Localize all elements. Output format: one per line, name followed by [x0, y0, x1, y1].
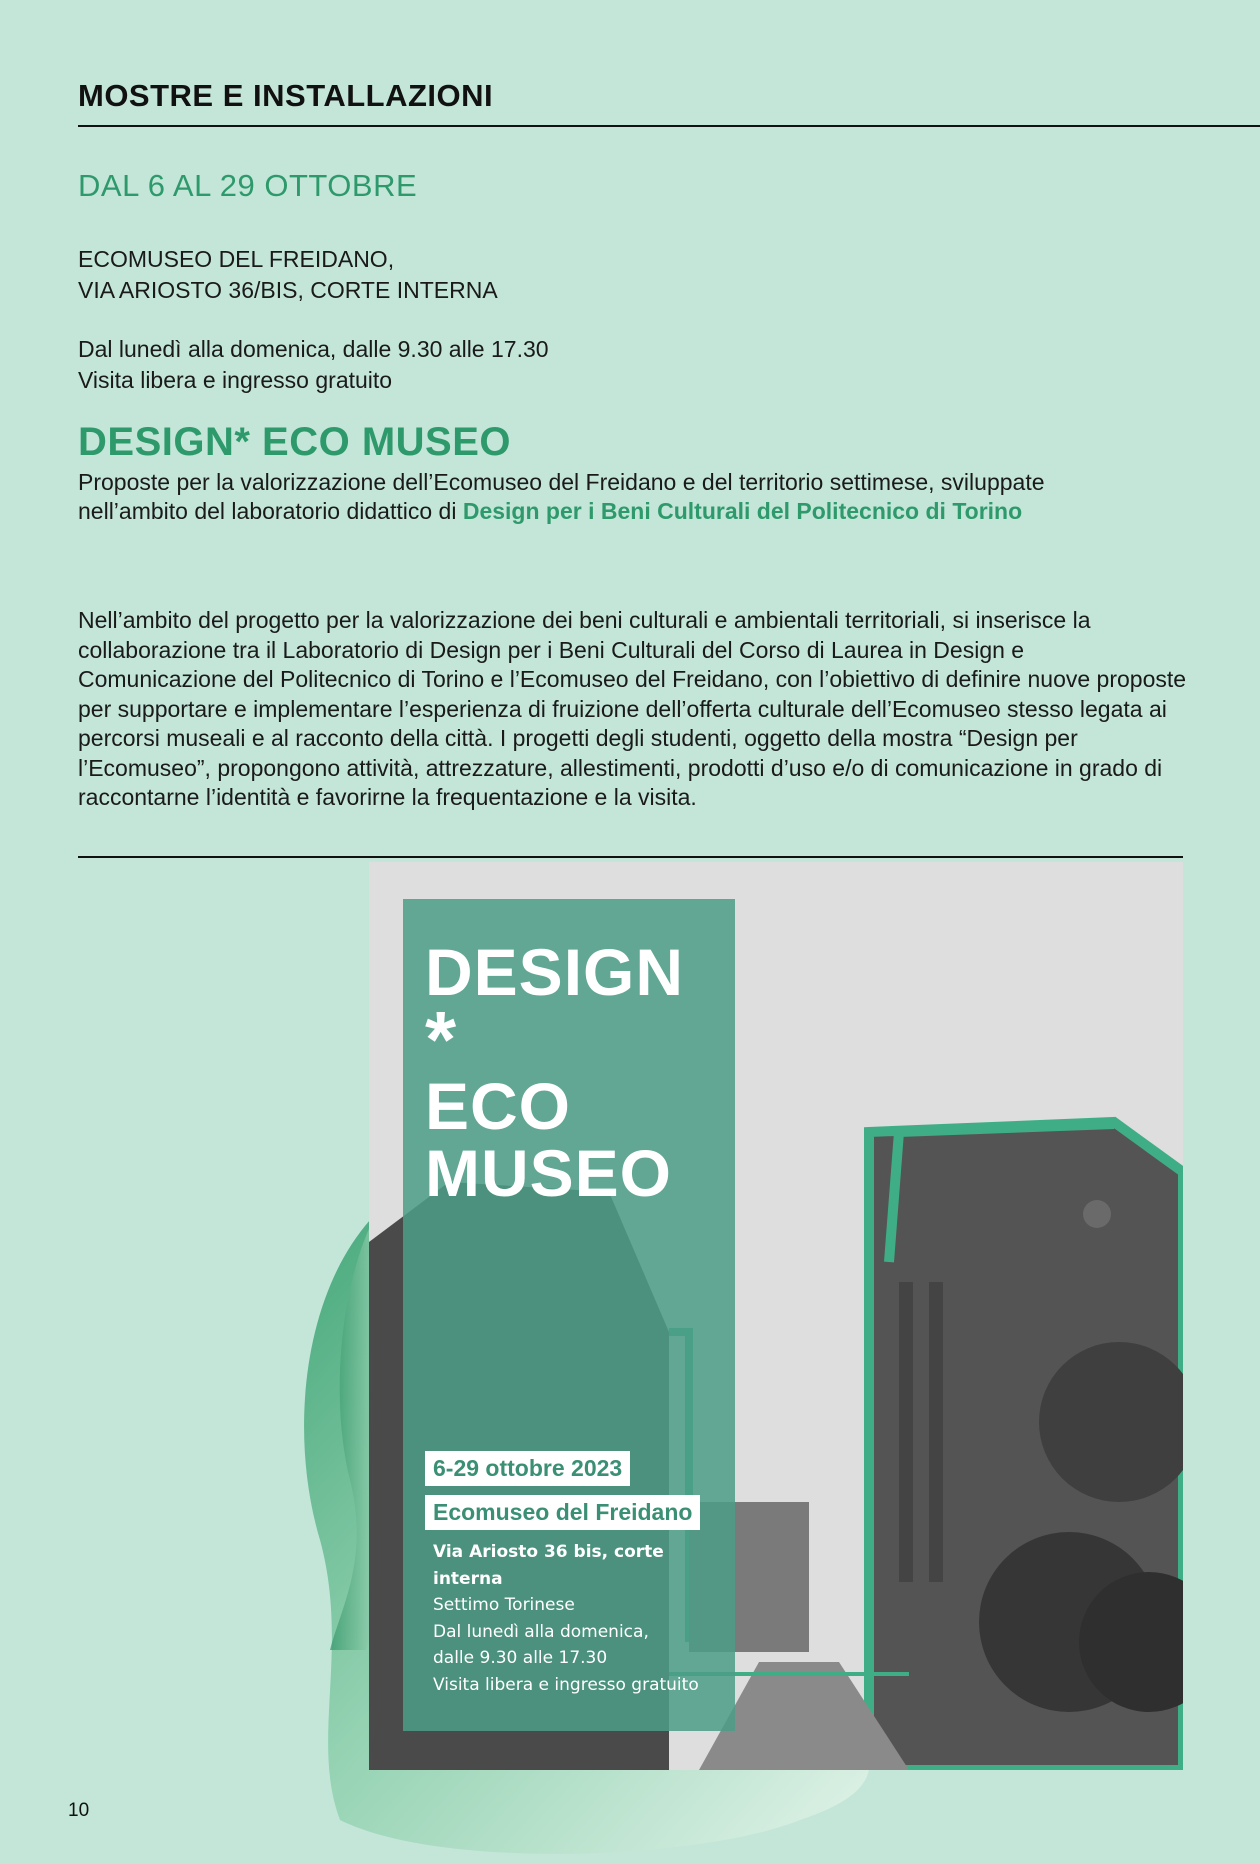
- poster-title-line: [425, 995, 684, 1143]
- project-description: Nell’ambito del progetto per la valorizzazione dei beni culturali e ambientali territoriali, si inserisce la collaborazione tra il Laboratorio di Design per i Beni Culturali del Corso di Laurea in Design e Comunicazione del Politecnico di Torino e l’Ecomuseo del Freidano, con l’obiettivo di definire nuove proposte per supportare e implementare l’esperienza di fruizione dell’offerta culturale dell’Ecomuseo stesso legata ai percorsi museali e al racconto della città. I progetti degli studenti, oggetto della mostra “Design per l’Ecomuseo”, propongono attività, attrezzature, allestimenti, prodotti d’uso e/o di comunicazione in grado di raccontarne l’identità e favorirne la frequentazione e la visita.: [78, 607, 1187, 810]
- poster-title-line: MUSEO: [425, 1136, 673, 1210]
- section-title: MOSTRE E INSTALLAZIONI: [78, 78, 494, 113]
- venue-line: VIA ARIOSTO 36/BIS, CORTE INTERNA: [78, 277, 498, 303]
- event-dates: DAL 6 AL 29 OTTOBRE: [78, 168, 418, 203]
- hours-line: Dal lunedì alla domenica, dalle 9.30 alle 17.30: [78, 336, 549, 362]
- hours-line: Visita libera e ingresso gratuito: [78, 367, 393, 393]
- asterisk-icon: *: [425, 995, 458, 1084]
- poster-date-tag: 6-29 ottobre 2023: [425, 1451, 630, 1486]
- event-venue: [78, 244, 498, 306]
- poster-panel: [403, 899, 735, 1731]
- mid-divider: [78, 856, 1183, 858]
- venue-line: ECOMUSEO DEL FREIDANO,: [78, 246, 395, 272]
- poster-days: Dal lunedì alla domenica,: [433, 1621, 649, 1642]
- poster-address: Via Ariosto 36 bis, corte interna: [433, 1542, 664, 1589]
- poster-venue-tag: Ecomuseo del Freidano: [425, 1495, 700, 1530]
- poster-admission: Visita libera e ingresso gratuito: [433, 1674, 699, 1695]
- poster-title: [425, 935, 685, 1210]
- poster-times: dalle 9.30 alle 17.30: [433, 1648, 608, 1668]
- poster-city: Settimo Torinese: [433, 1595, 575, 1615]
- project-title: DESIGN* ECO MUSEO: [78, 420, 512, 464]
- poster-title-word: ECO: [425, 1069, 572, 1143]
- poster-title-line: DESIGN: [425, 935, 685, 1009]
- top-divider: [78, 125, 1260, 127]
- page-number: 10: [68, 1800, 90, 1821]
- poster-info: [433, 1539, 735, 1698]
- project-subtitle: [78, 468, 1128, 526]
- event-poster: [369, 862, 1183, 1770]
- subtitle-highlight: Design per i Beni Culturali del Politecnico di Torino: [462, 498, 1023, 524]
- subtitle-text: Proposte per la valorizzazione dell’Ecomuseo del Freidano e del territorio settimese, sviluppate nell’ambito del laboratorio didattico di: [78, 469, 1045, 524]
- event-hours: [78, 334, 549, 396]
